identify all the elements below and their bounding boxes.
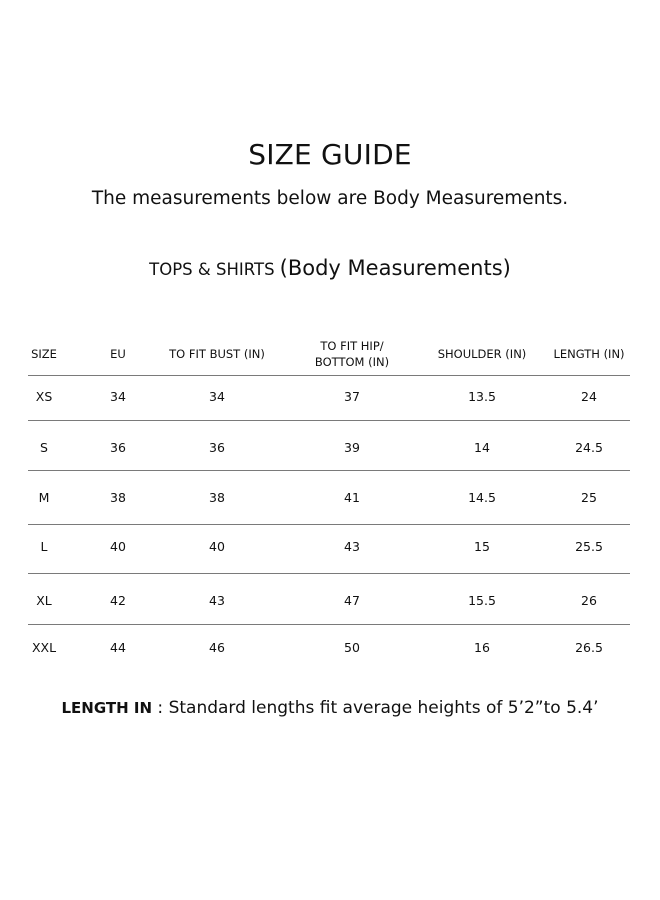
header-bust: TO FIT BUST (IN) (169, 347, 265, 361)
header-hip (315, 338, 389, 370)
cell-eu: 40 (110, 539, 126, 554)
cell-size: XXL (31, 640, 57, 655)
header-hip-line2: BOTTOM (IN) (314, 355, 390, 369)
cell-bust: 34 (209, 389, 225, 404)
cell-eu: 36 (110, 440, 126, 455)
cell-size: M (38, 490, 50, 505)
header-shoulder: SHOULDER (IN) (437, 347, 527, 361)
cell-length: 25 (581, 490, 597, 505)
cell-shoulder: 16 (474, 640, 490, 655)
page-title: SIZE GUIDE (248, 138, 412, 171)
table-divider (28, 573, 630, 574)
section-title (0, 256, 660, 280)
cell-size: L (40, 539, 48, 554)
cell-length: 24 (581, 389, 597, 404)
cell-hip: 47 (344, 593, 360, 608)
cell-size: S (40, 440, 48, 455)
cell-length: 26 (581, 593, 597, 608)
cell-eu: 38 (110, 490, 126, 505)
cell-eu: 44 (110, 640, 126, 655)
cell-hip: 39 (344, 440, 360, 455)
length-footnote (0, 698, 660, 718)
cell-bust: 36 (209, 440, 225, 455)
footnote-label: LENGTH IN (61, 699, 153, 717)
table-divider (28, 624, 630, 625)
table-divider (28, 375, 630, 376)
cell-bust: 38 (209, 490, 225, 505)
cell-bust: 43 (209, 593, 225, 608)
cell-length: 25.5 (575, 539, 603, 554)
cell-hip: 43 (344, 539, 360, 554)
page-subtitle: The measurements below are Body Measurements. (91, 188, 569, 209)
section-title-main: TOPS & SHIRTS (149, 260, 275, 279)
cell-shoulder: 14 (474, 440, 490, 455)
cell-shoulder: 13.5 (468, 389, 496, 404)
table-divider (28, 470, 630, 471)
header-hip-line1: TO FIT HIP/ (320, 339, 384, 353)
header-length: LENGTH (IN) (553, 347, 625, 361)
table-divider (28, 524, 630, 525)
header-size: SIZE (31, 347, 57, 361)
cell-hip: 37 (344, 389, 360, 404)
cell-shoulder: 15.5 (468, 593, 496, 608)
cell-bust: 40 (209, 539, 225, 554)
cell-size: XS (35, 389, 53, 404)
section-title-paren: (Body Measurements) (279, 256, 511, 280)
cell-shoulder: 14.5 (468, 490, 496, 505)
cell-eu: 42 (110, 593, 126, 608)
cell-bust: 46 (209, 640, 225, 655)
cell-eu: 34 (110, 389, 126, 404)
cell-hip: 50 (344, 640, 360, 655)
footnote-text: : Standard lengths fit average heights of 5’2”to 5.4’ (152, 698, 599, 718)
table-divider (28, 420, 630, 421)
cell-length: 24.5 (575, 440, 603, 455)
cell-length: 26.5 (575, 640, 603, 655)
cell-shoulder: 15 (474, 539, 490, 554)
header-eu: EU (110, 347, 126, 361)
cell-size: XL (36, 593, 52, 608)
cell-hip: 41 (344, 490, 360, 505)
